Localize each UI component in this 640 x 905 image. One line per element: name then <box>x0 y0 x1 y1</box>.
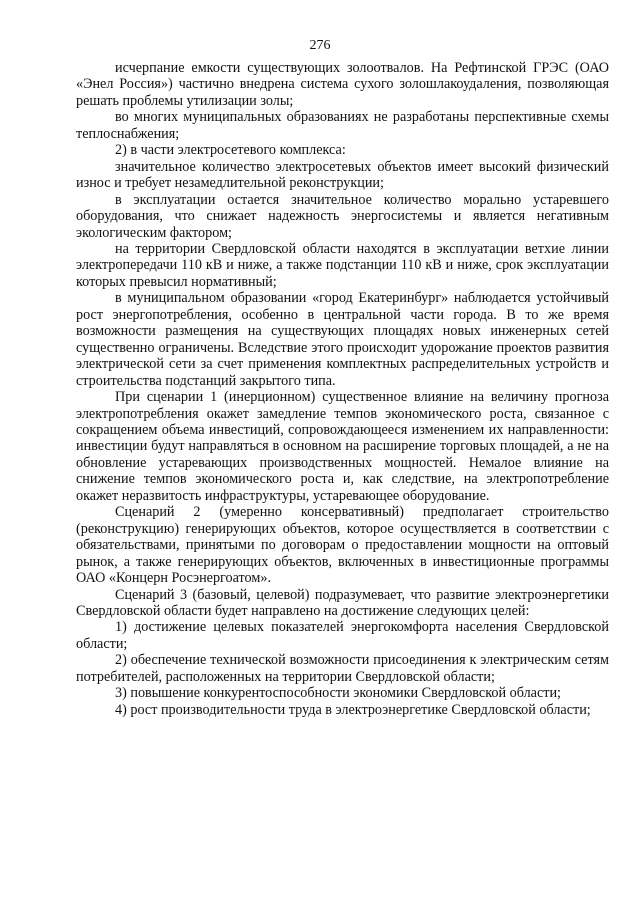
body-text <box>76 60 609 718</box>
paragraph-obsolete-equipment: в эксплуатации остается значительное количество морально устаревшего оборудования, что снижает надежность энергосистемы и является негативным экологическим фактором; <box>76 191 609 241</box>
list-item-goal-3: 3) повышение конкурентоспособности экономики Свердловской области; <box>115 685 561 702</box>
paragraph-scenario-2: Сценарий 2 (умеренно консервативный) предполагает строительство (реконструкцию) генерирующих объектов, которое осуществляется в соответствии с обязательствами, принятыми по договорам о предоставлении мощности на оптовый рынок, а также генерирующих объектов, включенных в инвестиционные программы ОАО «Концерн Росэнергоатом». <box>76 504 609 587</box>
page-number: 276 <box>309 38 331 53</box>
paragraph-yekaterinburg-growth: в муниципальном образовании «город Екатеринбург» наблюдается устойчивый рост энергопотребления, особенно в центральной части города. В то же время возможности размещения на существующих площадях новых инженерных сетей существенно ограничены. Вследствие этого происходит удорожание проектов развития электрической сети за счет применения комплектных распределительных устройств и строительства подстанций закрытого типа. <box>76 290 609 389</box>
paragraph-heat-supply-schemes: во многих муниципальных образованиях не разработаны перспективные схемы теплоснабжения; <box>76 109 609 142</box>
paragraph-grid-wear: значительное количество электросетевых объектов имеет высокий физический износ и требует незамедлительной реконструкции; <box>76 158 609 192</box>
paragraph-scenario-1: При сценарии 1 (инерционном) существенное влияние на величину прогноза электропотребления окажет замедление темпов экономического роста, связанное с сокращением объема инвестиций, сопровождающееся изменением их направленности: инвестиции будут направляться в основном на расширение торговых площадей, а не на обновление устаревающих производственных мощностей. Немалое влияние на снижение темпов экономического роста и, как следствие, на электропотребление окажет неразвитость инфраструктуры, устаревающее оборудование. <box>76 389 609 504</box>
paragraph-scenario-3: Сценарий 3 (базовый, целевой) подразумевает, что развитие электроэнергетики Свердловской области будет направлено на достижение следующих целей: <box>76 586 609 619</box>
paragraph-ash-dumps: исчерпание емкости существующих золоотвалов. На Рефтинской ГРЭС (ОАО «Энел Россия») частично внедрена система сухого золошлакоудаления, позволяющая решать проблемы утилизации золы; <box>76 60 609 109</box>
paragraph-old-power-lines: на территории Свердловской области находятся в эксплуатации ветхие линии электропередачи 110 кВ и ниже, а также подстанции 110 кВ и ниже, срок эксплуатации которых превысил нормативный; <box>76 240 609 290</box>
list-item-goal-2: 2) обеспечение технической возможности присоединения к электрическим сетям потребителей, расположенных на территории Свердловской области; <box>76 652 609 685</box>
paragraph-grid-complex-heading: 2) в части электросетевого комплекса: <box>115 142 346 159</box>
list-item-goal-1: 1) достижение целевых показателей энергокомфорта населения Свердловской области; <box>76 619 609 652</box>
list-item-goal-4: 4) рост производительности труда в электроэнергетике Свердловской области; <box>115 701 591 718</box>
